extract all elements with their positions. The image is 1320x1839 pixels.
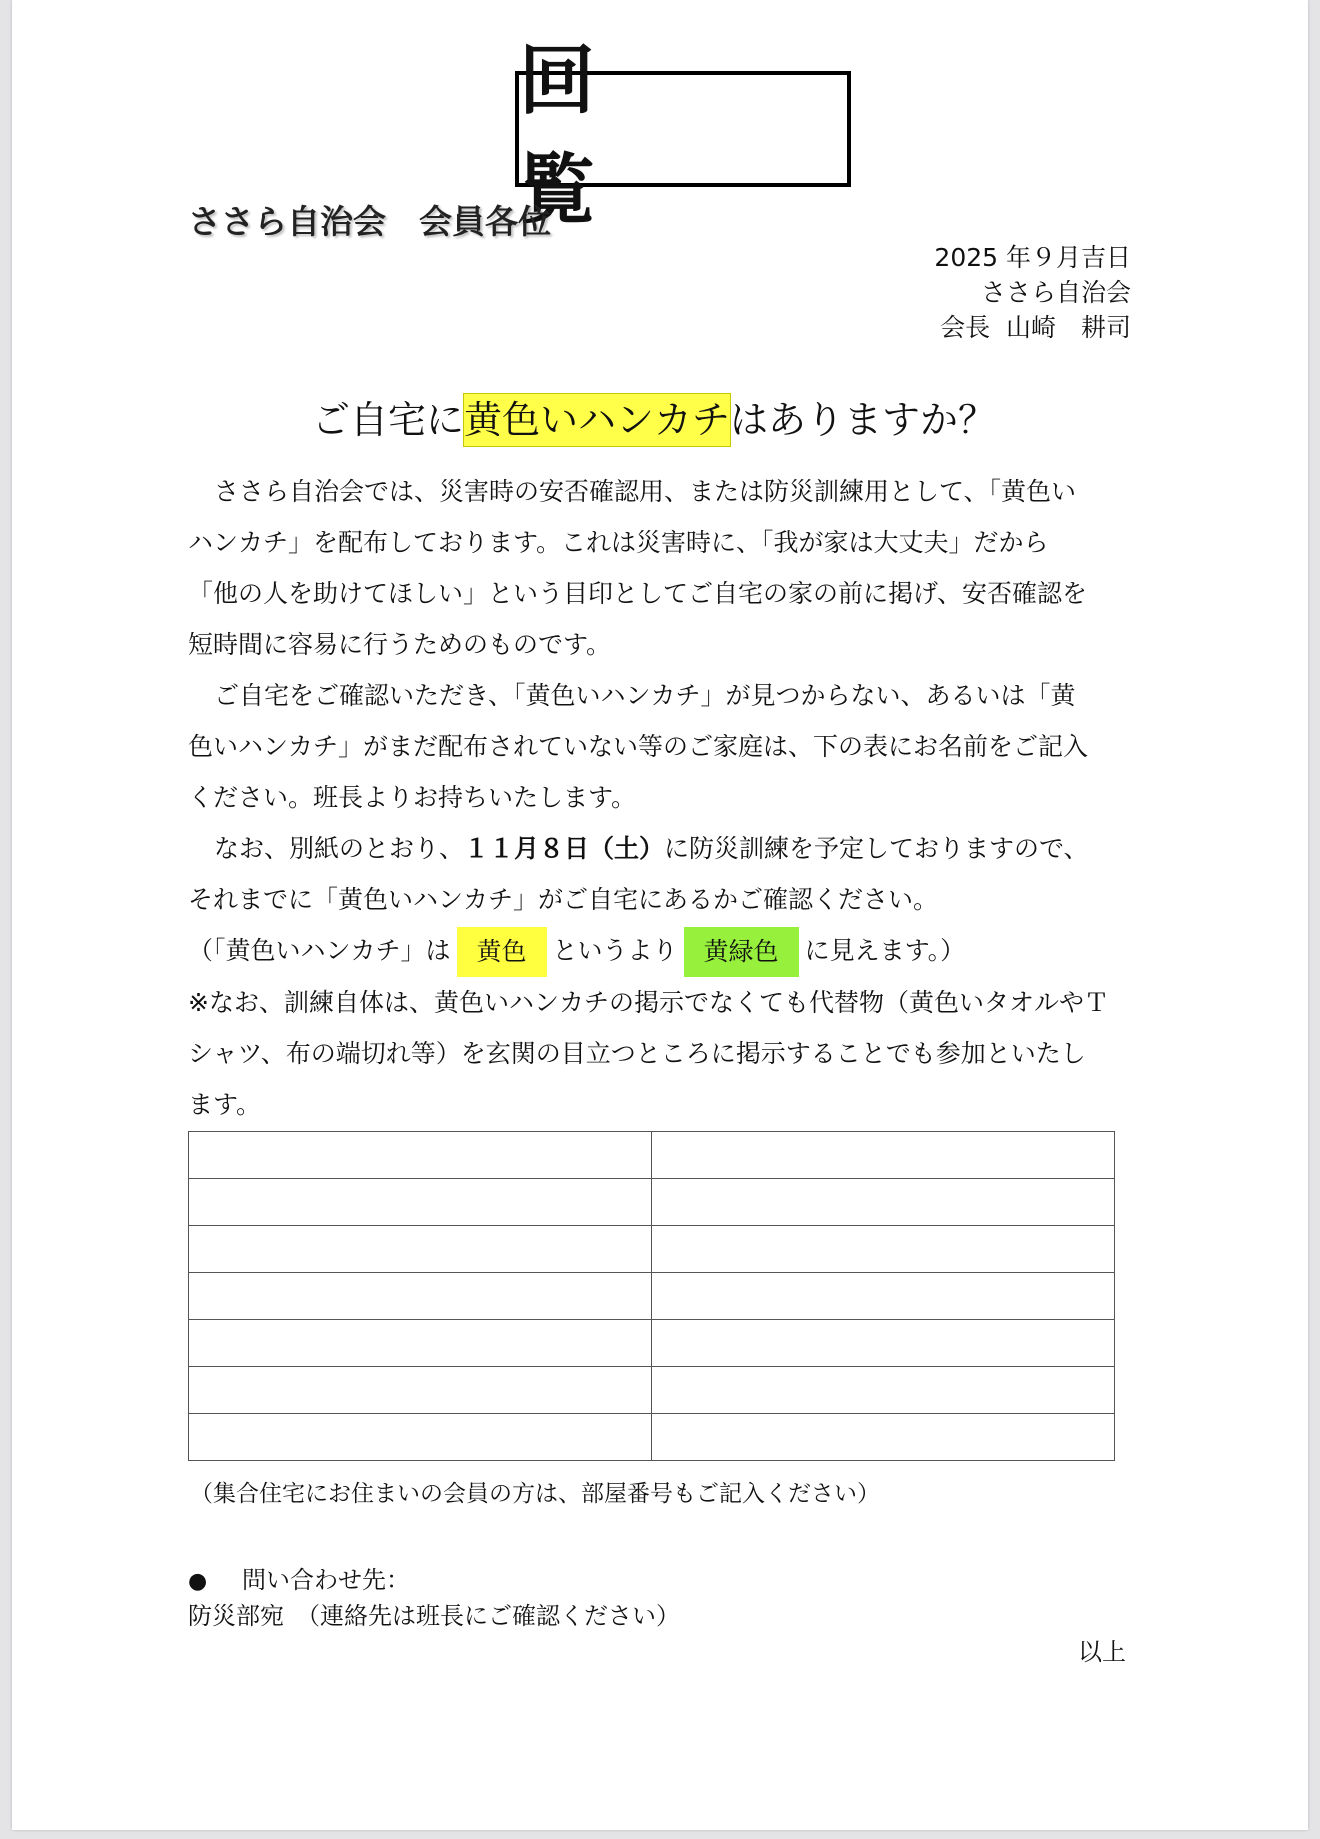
paragraph-line: ください。班長よりお持ちいたします。 xyxy=(188,783,637,812)
closing-mark: 以上 xyxy=(1078,1638,1126,1666)
paragraph-3-lead: なお、別紙のとおり、 xyxy=(214,834,465,863)
color-note-suffix: に見えます。） xyxy=(804,936,966,965)
issue-date: 2025 年９月吉日 xyxy=(934,243,1131,272)
table-note: （集合住宅にお住まいの会員の方は、部屋番号もご記入ください） xyxy=(190,1481,880,1507)
paragraph-line: ご自宅をご確認いただき、「黄色いハンカチ」が見つからない、あるいは「黄 xyxy=(214,681,1076,710)
bullet-icon: ● xyxy=(188,1569,208,1594)
paragraph-2 xyxy=(188,670,1153,823)
headline-after: はありますか？ xyxy=(730,398,997,442)
contact-label: 問い合わせ先： xyxy=(242,1566,410,1594)
title-box xyxy=(515,36,851,234)
headline-highlight: 黄色いハンカチ xyxy=(464,394,730,446)
table-cell[interactable] xyxy=(652,1179,1115,1226)
document-page xyxy=(12,0,1308,1830)
table-cell[interactable] xyxy=(652,1367,1115,1414)
president-name: 会長 山崎 耕司 xyxy=(940,313,1131,342)
table-cell[interactable] xyxy=(189,1414,652,1461)
paragraph-line: シャツ、布の端切れ等）を玄関の目立つところに掲示することでも参加といたし xyxy=(188,1039,1086,1068)
color-note-middle: というより xyxy=(552,936,678,965)
table-cell[interactable] xyxy=(189,1273,652,1320)
body-text xyxy=(188,466,1153,1130)
paragraph-3-trail: に防災訓練を予定しておりますので、 xyxy=(664,834,1089,863)
yellow-green-label: 黄緑色 xyxy=(684,927,799,977)
paragraph-line xyxy=(188,823,1153,874)
name-entry-table xyxy=(188,1131,1115,1461)
table-cell[interactable] xyxy=(189,1179,652,1226)
table-cell[interactable] xyxy=(652,1414,1115,1461)
table-row xyxy=(189,1273,1115,1320)
headline-before: ご自宅に xyxy=(312,398,465,442)
yellow-label: 黄色 xyxy=(457,927,547,977)
table-cell[interactable] xyxy=(652,1273,1115,1320)
paragraph-line: 短時間に容易に行うためのものです。 xyxy=(188,630,612,659)
color-note-prefix: （「黄色いハンカチ」は xyxy=(188,936,451,965)
table-cell[interactable] xyxy=(652,1320,1115,1367)
organization-name: ささら自治会 xyxy=(980,278,1131,307)
paragraph-line: ハンカチ」を配布しております。これは災害時に、「我が家は大丈夫」だから xyxy=(188,528,1049,557)
paragraph-1 xyxy=(188,466,1153,670)
header-info xyxy=(731,240,1131,345)
headline xyxy=(312,390,996,450)
table-cell[interactable] xyxy=(652,1132,1115,1179)
table-cell[interactable] xyxy=(189,1367,652,1414)
document-title: 回 覧 xyxy=(519,36,791,234)
addressee: ささら自治会 会員各位 xyxy=(188,202,551,241)
table-row xyxy=(189,1132,1115,1179)
table-row xyxy=(189,1414,1115,1461)
paragraph-line: 色いハンカチ」がまだ配布されていない等のご家庭は、下の表にお名前をご記入 xyxy=(188,732,1089,761)
contact-heading xyxy=(188,1563,680,1599)
paragraph-line: ※なお、訓練自体は、黄色いハンカチの掲示でなくても代替物（黄色いタオルやＴ xyxy=(188,988,1109,1017)
table-row xyxy=(189,1179,1115,1226)
training-date: １１月８日（土） xyxy=(464,834,665,863)
paragraph-line: ます。 xyxy=(188,1090,262,1119)
paragraph-4 xyxy=(188,977,1153,1130)
paragraph-line: それまでに「黄色いハンカチ」がご自宅にあるかご確認ください。 xyxy=(188,885,939,914)
table-row xyxy=(189,1320,1115,1367)
table-cell[interactable] xyxy=(652,1226,1115,1273)
contact-detail: 防災部宛 （連絡先は班長にご確認ください） xyxy=(188,1602,680,1630)
color-note xyxy=(188,925,1153,977)
table-row xyxy=(189,1367,1115,1414)
table-cell[interactable] xyxy=(189,1226,652,1273)
table-cell[interactable] xyxy=(189,1320,652,1367)
contact-section xyxy=(188,1563,680,1634)
paragraph-line: 「他の人を助けてほしい」という目印としてご自宅の家の前に掲げ、安否確認を xyxy=(188,579,1088,608)
table-row xyxy=(189,1226,1115,1273)
table-cell[interactable] xyxy=(189,1132,652,1179)
paragraph-line: ささら自治会では、災害時の安否確認用、または防災訓練用として、「黄色い xyxy=(214,477,1077,506)
paragraph-3 xyxy=(188,823,1153,925)
